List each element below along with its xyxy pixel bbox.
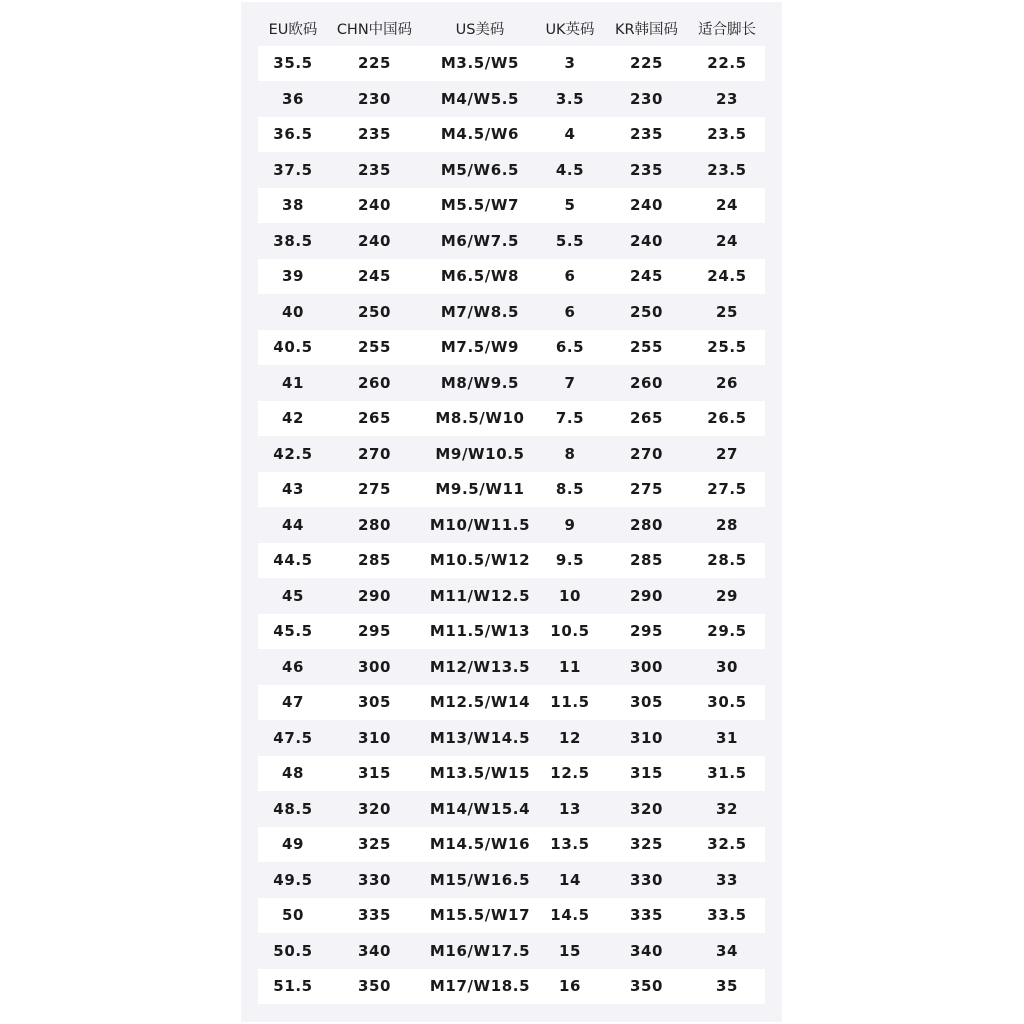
table-row	[258, 614, 765, 650]
cell-eu-size: 41	[281, 373, 305, 392]
cell-eu-size: 50.5	[273, 941, 313, 960]
table-row	[258, 756, 765, 792]
table-row	[258, 862, 765, 898]
cell-foot-length: 25	[715, 302, 739, 321]
cell-kr-size: 300	[629, 657, 664, 676]
cell-kr-size: 255	[629, 338, 664, 357]
header-chn-size: CHN中国码	[336, 21, 413, 38]
cell-eu-size: 51.5	[273, 977, 313, 996]
cell-eu-size: 36	[281, 89, 305, 108]
table-header-row	[258, 10, 765, 46]
table-row	[258, 81, 765, 117]
cell-uk-size: 14.5	[550, 906, 590, 925]
cell-us-size: M4/W5.5	[440, 89, 520, 108]
cell-us-size: M15/W16.5	[429, 870, 531, 889]
cell-kr-size: 240	[629, 231, 664, 250]
cell-uk-size: 14	[558, 870, 582, 889]
cell-foot-length: 33	[715, 870, 739, 889]
cell-chn-size: 350	[357, 977, 392, 996]
cell-us-size: M14.5/W16	[429, 835, 531, 854]
cell-chn-size: 260	[357, 373, 392, 392]
cell-kr-size: 335	[629, 906, 664, 925]
cell-chn-size: 240	[357, 231, 392, 250]
cell-kr-size: 235	[629, 125, 664, 144]
cell-chn-size: 315	[357, 764, 392, 783]
cell-uk-size: 8.5	[555, 480, 585, 499]
cell-foot-length: 28	[715, 515, 739, 534]
table-row	[258, 507, 765, 543]
cell-foot-length: 32.5	[707, 835, 747, 854]
table-row	[258, 685, 765, 721]
cell-eu-size: 47	[281, 693, 305, 712]
table-row	[258, 259, 765, 295]
cell-uk-size: 10	[558, 586, 582, 605]
header-kr-size: KR韩国码	[614, 21, 679, 38]
cell-us-size: M10/W11.5	[429, 515, 531, 534]
cell-chn-size: 230	[357, 89, 392, 108]
cell-chn-size: 285	[357, 551, 392, 570]
cell-us-size: M13.5/W15	[429, 764, 531, 783]
cell-chn-size: 265	[357, 409, 392, 428]
header-eu-size: EU欧码	[268, 21, 318, 38]
table-row	[258, 294, 765, 330]
size-table-body	[258, 46, 765, 1005]
cell-chn-size: 335	[357, 906, 392, 925]
cell-us-size: M15.5/W17	[429, 906, 531, 925]
cell-kr-size: 325	[629, 835, 664, 854]
table-row	[258, 649, 765, 685]
table-row	[258, 791, 765, 827]
cell-kr-size: 240	[629, 196, 664, 215]
cell-chn-size: 295	[357, 622, 392, 641]
cell-us-size: M7.5/W9	[440, 338, 520, 357]
cell-foot-length: 35	[715, 977, 739, 996]
cell-eu-size: 40.5	[273, 338, 313, 357]
cell-eu-size: 37.5	[273, 160, 313, 179]
cell-chn-size: 330	[357, 870, 392, 889]
table-row	[258, 365, 765, 401]
cell-foot-length: 28.5	[707, 551, 747, 570]
cell-chn-size: 290	[357, 586, 392, 605]
cell-uk-size: 6.5	[555, 338, 585, 357]
cell-kr-size: 330	[629, 870, 664, 889]
cell-eu-size: 36.5	[273, 125, 313, 144]
cell-foot-length: 24	[715, 196, 739, 215]
cell-us-size: M8.5/W10	[435, 409, 525, 428]
cell-kr-size: 310	[629, 728, 664, 747]
table-row	[258, 152, 765, 188]
cell-chn-size: 280	[357, 515, 392, 534]
cell-foot-length: 26	[715, 373, 739, 392]
cell-foot-length: 22.5	[707, 54, 747, 73]
cell-uk-size: 12.5	[550, 764, 590, 783]
cell-eu-size: 43	[281, 480, 305, 499]
cell-us-size: M5/W6.5	[440, 160, 520, 179]
cell-foot-length: 24.5	[707, 267, 747, 286]
cell-eu-size: 49	[281, 835, 305, 854]
cell-us-size: M5.5/W7	[440, 196, 520, 215]
cell-us-size: M10.5/W12	[429, 551, 531, 570]
cell-kr-size: 275	[629, 480, 664, 499]
cell-eu-size: 38.5	[273, 231, 313, 250]
cell-chn-size: 305	[357, 693, 392, 712]
cell-kr-size: 225	[629, 54, 664, 73]
cell-chn-size: 340	[357, 941, 392, 960]
cell-kr-size: 265	[629, 409, 664, 428]
cell-us-size: M9.5/W11	[435, 480, 525, 499]
cell-foot-length: 30	[715, 657, 739, 676]
table-row	[258, 223, 765, 259]
cell-eu-size: 38	[281, 196, 305, 215]
cell-uk-size: 3.5	[555, 89, 585, 108]
cell-eu-size: 45.5	[273, 622, 313, 641]
cell-us-size: M7/W8.5	[440, 302, 520, 321]
cell-us-size: M4.5/W6	[440, 125, 520, 144]
cell-kr-size: 235	[629, 160, 664, 179]
cell-us-size: M17/W18.5	[429, 977, 531, 996]
cell-uk-size: 3	[564, 54, 576, 73]
header-foot-length: 适合脚长	[698, 21, 756, 38]
cell-uk-size: 13.5	[550, 835, 590, 854]
cell-uk-size: 5.5	[555, 231, 585, 250]
cell-chn-size: 255	[357, 338, 392, 357]
cell-us-size: M11/W12.5	[429, 586, 531, 605]
cell-eu-size: 42.5	[273, 444, 313, 463]
cell-eu-size: 42	[281, 409, 305, 428]
cell-foot-length: 27.5	[707, 480, 747, 499]
cell-chn-size: 300	[357, 657, 392, 676]
cell-uk-size: 6	[564, 267, 576, 286]
cell-uk-size: 7	[564, 373, 576, 392]
cell-uk-size: 7.5	[555, 409, 585, 428]
cell-eu-size: 47.5	[273, 728, 313, 747]
cell-foot-length: 29	[715, 586, 739, 605]
table-row	[258, 898, 765, 934]
cell-uk-size: 8	[564, 444, 576, 463]
cell-kr-size: 305	[629, 693, 664, 712]
cell-foot-length: 25.5	[707, 338, 747, 357]
cell-foot-length: 33.5	[707, 906, 747, 925]
cell-uk-size: 5	[564, 196, 576, 215]
cell-chn-size: 250	[357, 302, 392, 321]
cell-us-size: M3.5/W5	[440, 54, 520, 73]
cell-eu-size: 44.5	[273, 551, 313, 570]
cell-us-size: M12/W13.5	[429, 657, 531, 676]
cell-kr-size: 285	[629, 551, 664, 570]
cell-chn-size: 245	[357, 267, 392, 286]
cell-foot-length: 27	[715, 444, 739, 463]
table-row	[258, 720, 765, 756]
cell-foot-length: 34	[715, 941, 739, 960]
cell-foot-length: 23.5	[707, 160, 747, 179]
table-row	[258, 401, 765, 437]
table-row	[258, 543, 765, 579]
cell-us-size: M9/W10.5	[435, 444, 525, 463]
cell-us-size: M14/W15.4	[429, 799, 531, 818]
cell-uk-size: 4	[564, 125, 576, 144]
cell-eu-size: 49.5	[273, 870, 313, 889]
cell-us-size: M8/W9.5	[440, 373, 520, 392]
cell-chn-size: 235	[357, 125, 392, 144]
cell-uk-size: 6	[564, 302, 576, 321]
header-us-size: US美码	[455, 21, 505, 38]
cell-uk-size: 15	[558, 941, 582, 960]
cell-foot-length: 26.5	[707, 409, 747, 428]
cell-uk-size: 10.5	[550, 622, 590, 641]
table-row	[258, 436, 765, 472]
cell-kr-size: 260	[629, 373, 664, 392]
cell-foot-length: 29.5	[707, 622, 747, 641]
cell-foot-length: 31	[715, 728, 739, 747]
table-row	[258, 969, 765, 1005]
cell-us-size: M12.5/W14	[429, 693, 531, 712]
cell-us-size: M13/W14.5	[429, 728, 531, 747]
table-row	[258, 330, 765, 366]
table-row	[258, 933, 765, 969]
cell-kr-size: 250	[629, 302, 664, 321]
table-row	[258, 188, 765, 224]
cell-kr-size: 290	[629, 586, 664, 605]
cell-foot-length: 31.5	[707, 764, 747, 783]
cell-chn-size: 235	[357, 160, 392, 179]
cell-uk-size: 9.5	[555, 551, 585, 570]
table-row	[258, 117, 765, 153]
cell-uk-size: 11	[558, 657, 582, 676]
cell-chn-size: 275	[357, 480, 392, 499]
cell-foot-length: 30.5	[707, 693, 747, 712]
cell-eu-size: 50	[281, 906, 305, 925]
cell-eu-size: 48.5	[273, 799, 313, 818]
cell-uk-size: 12	[558, 728, 582, 747]
table-row	[258, 46, 765, 82]
cell-eu-size: 35.5	[273, 54, 313, 73]
cell-eu-size: 45	[281, 586, 305, 605]
table-row	[258, 827, 765, 863]
cell-chn-size: 225	[357, 54, 392, 73]
cell-eu-size: 39	[281, 267, 305, 286]
cell-foot-length: 32	[715, 799, 739, 818]
cell-us-size: M11.5/W13	[429, 622, 531, 641]
cell-us-size: M6/W7.5	[440, 231, 520, 250]
cell-chn-size: 240	[357, 196, 392, 215]
cell-uk-size: 16	[558, 977, 582, 996]
cell-kr-size: 245	[629, 267, 664, 286]
cell-uk-size: 11.5	[550, 693, 590, 712]
cell-kr-size: 280	[629, 515, 664, 534]
cell-kr-size: 315	[629, 764, 664, 783]
cell-eu-size: 44	[281, 515, 305, 534]
cell-eu-size: 48	[281, 764, 305, 783]
cell-foot-length: 24	[715, 231, 739, 250]
cell-foot-length: 23	[715, 89, 739, 108]
cell-kr-size: 270	[629, 444, 664, 463]
cell-chn-size: 310	[357, 728, 392, 747]
cell-uk-size: 4.5	[555, 160, 585, 179]
cell-kr-size: 320	[629, 799, 664, 818]
cell-kr-size: 340	[629, 941, 664, 960]
cell-uk-size: 9	[564, 515, 576, 534]
cell-chn-size: 270	[357, 444, 392, 463]
cell-us-size: M16/W17.5	[429, 941, 531, 960]
cell-eu-size: 46	[281, 657, 305, 676]
header-uk-size: UK英码	[545, 21, 595, 38]
table-row	[258, 472, 765, 508]
cell-uk-size: 13	[558, 799, 582, 818]
cell-chn-size: 325	[357, 835, 392, 854]
table-row	[258, 578, 765, 614]
cell-eu-size: 40	[281, 302, 305, 321]
cell-foot-length: 23.5	[707, 125, 747, 144]
cell-kr-size: 350	[629, 977, 664, 996]
cell-chn-size: 320	[357, 799, 392, 818]
cell-kr-size: 295	[629, 622, 664, 641]
cell-kr-size: 230	[629, 89, 664, 108]
cell-us-size: M6.5/W8	[440, 267, 520, 286]
